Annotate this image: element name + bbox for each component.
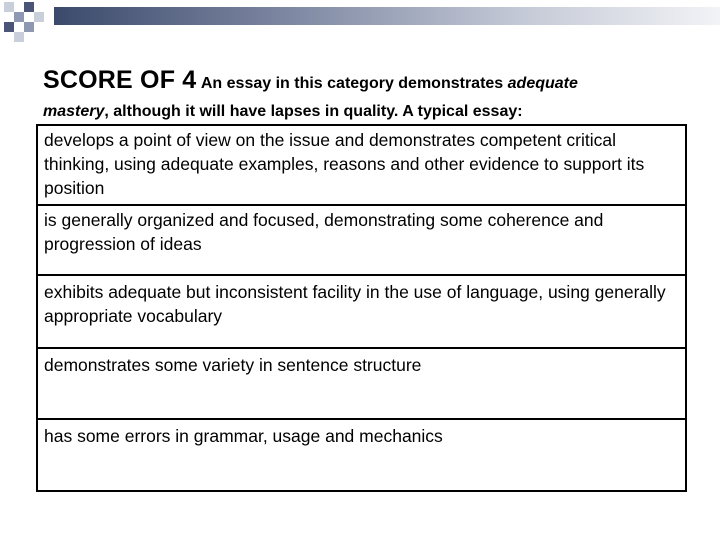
deco-square <box>24 2 34 12</box>
criteria-row: is generally organized and focused, demonstrating some coherence and progression of ideas <box>44 210 604 254</box>
row-divider <box>38 347 685 349</box>
criteria-row: develops a point of view on the issue and demonstrates competent critical thinking, using adequate examples, reasons and other evidence to support its position <box>44 130 645 198</box>
deco-square <box>4 22 14 32</box>
row-divider <box>38 274 685 276</box>
heading-mastery: mastery <box>43 103 105 120</box>
deco-square <box>24 22 34 32</box>
criteria-table <box>36 124 687 492</box>
heading-adequate: adequate <box>507 75 578 92</box>
heading-lead: An essay in this category demonstrates <box>200 75 504 92</box>
header-gradient-bar <box>54 7 720 25</box>
deco-square <box>14 32 24 42</box>
criteria-row: demonstrates some variety in sentence structure <box>44 355 422 375</box>
heading-rest: , although it will have lapses in quality. A typical essay: <box>104 103 523 120</box>
deco-square <box>14 12 24 22</box>
deco-square <box>34 12 44 22</box>
criteria-row: exhibits adequate but inconsistent facility in the use of language, using generally appropriate vocabulary <box>44 282 666 326</box>
header-decoration <box>0 0 720 50</box>
criteria-row: has some errors in grammar, usage and mechanics <box>44 426 443 446</box>
deco-square <box>4 2 14 12</box>
score-heading <box>43 66 683 126</box>
row-divider <box>38 418 685 420</box>
score-title: SCORE OF 4 <box>43 66 197 94</box>
